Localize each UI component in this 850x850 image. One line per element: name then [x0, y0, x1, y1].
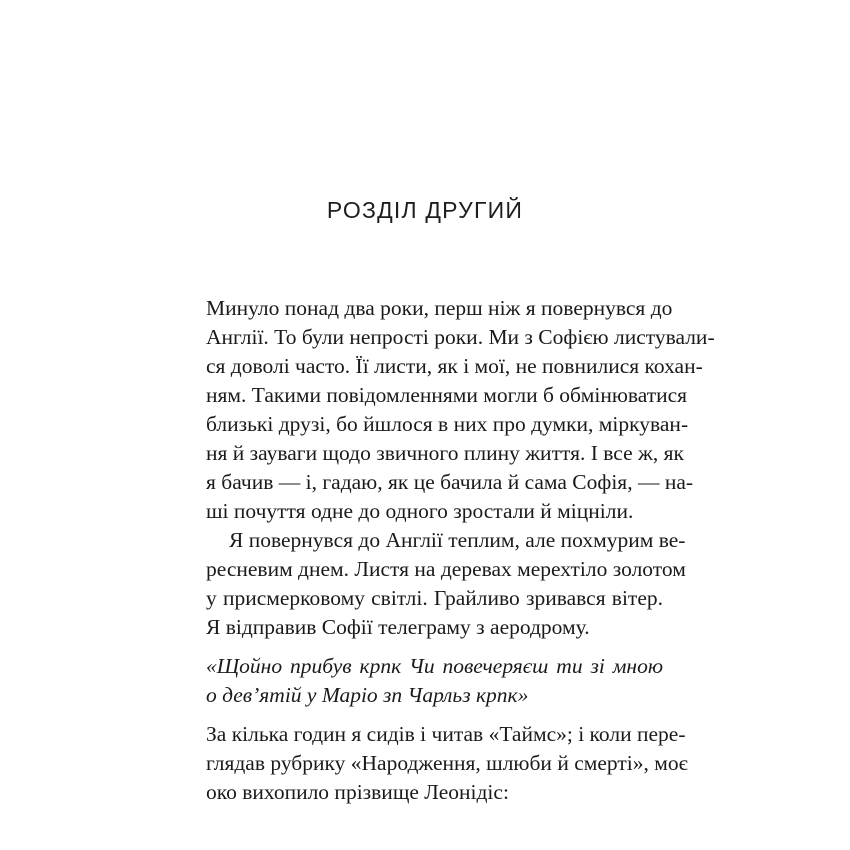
paragraph-2-line-1: Я повернувся до Англії теплим, але похмурим ве- — [229, 528, 686, 552]
paragraph-1-line-3: ся доволі часто. Її листи, як і мої, не повнилися кохан- — [206, 354, 703, 378]
paragraph-1-line-4: ням. Такими повідомленнями могли б обмінюватися — [206, 383, 688, 407]
paragraph-3-line-2: глядав рубрику «Народження, шлюби й смерті», моє — [206, 751, 688, 775]
chapter-title: РОЗДІЛ ДРУГИЙ — [326, 197, 524, 223]
telegram-line-2: о дев’ятій у Маріо зп Чарльз крпк» — [206, 683, 529, 707]
paragraph-1-line-8: ші почуття одне до одного зростали й міцніли. — [206, 499, 634, 523]
paragraph-3-line-1: За кілька годин я сидів і читав «Таймс»; і коли пере- — [206, 722, 686, 746]
paragraph-1-line-7: я бачив — і, гадаю, як це бачила й сама Софія, — на- — [206, 470, 694, 494]
paragraph-1-line-5: близькі друзі, бо йшлося в них про думки, міркуван- — [206, 412, 689, 436]
telegram-line-1: «Щойно прибув крпк Чи повечеряєш ти зі мною — [206, 654, 663, 678]
paragraph-1-line-1: Минуло понад два роки, перш ніж я повернувся до — [206, 296, 673, 320]
paragraph-2-line-2: ресневим днем. Листя на деревах мерехтіло золотом — [206, 557, 686, 581]
paragraph-1-line-6: ня й зауваги щодо звичного плину життя. І все ж, як — [206, 441, 684, 465]
paragraph-2-line-4: Я відправив Софії телеграму з аеродрому. — [206, 615, 590, 639]
paragraph-1-line-2: Англії. То були непрості роки. Ми з Софією листували- — [206, 325, 715, 349]
paragraph-2-line-3: у присмерковому світлі. Грайливо зривався вітер. — [206, 586, 663, 610]
paragraph-3-line-3: око вихопило прізвище Леонідіс: — [206, 780, 509, 804]
